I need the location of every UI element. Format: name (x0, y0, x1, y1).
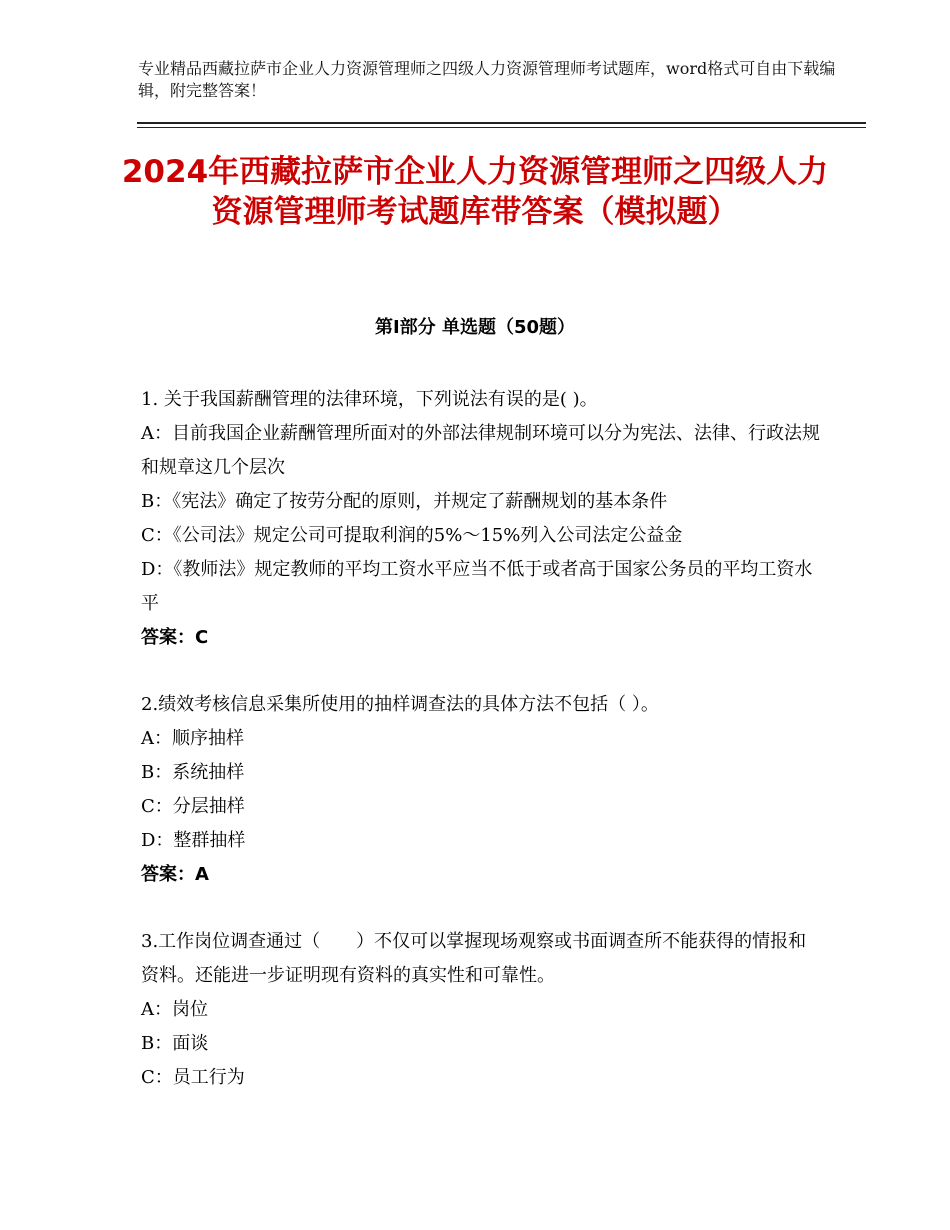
question-1-text: 1. 关于我国薪酬管理的法律环境，下列说法有误的是( )。 (141, 389, 598, 410)
question-1-option-d: D：《教师法》规定教师的平均工资水平应当不低于或者高于国家公务员的平均工资水平 (141, 559, 813, 614)
question-2-answer: 答案：A (141, 864, 209, 885)
question-3-option-c: C：员工行为 (141, 1067, 245, 1088)
question-1-option-a: A：目前我国企业薪酬管理所面对的外部法律规制环境可以分为宪法、法律、行政法规和规章这几个层次 (141, 423, 820, 478)
header-note: 专业精品西藏拉萨市企业人力资源管理师之四级人力资源管理师考试题库，word格式可自由下载编辑，附完整答案！ (138, 59, 836, 100)
question-2-option-d: D：整群抽样 (141, 830, 246, 851)
question-3 (141, 925, 821, 1095)
question-3-option-a: A：岗位 (141, 999, 208, 1020)
question-2-option-b: B：系统抽样 (141, 762, 245, 783)
question-3-text: 3.工作岗位调查通过（ ）不仅可以掌握现场观察或书面调查所不能获得的情报和资料。还能进一步证明现有资料的真实性和可靠性。 (141, 931, 807, 986)
question-2-option-c: C：分层抽样 (141, 796, 245, 817)
question-1 (141, 383, 821, 655)
question-1-answer: 答案：C (141, 627, 209, 648)
question-1-option-b: B：《宪法》确定了按劳分配的原则，并规定了薪酬规划的基本条件 (141, 491, 668, 512)
question-1-option-c: C：《公司法》规定公司可提取利润的5%～15%列入公司法定公益金 (141, 525, 683, 546)
section-heading: 第Ⅰ部分 单选题（50题） (374, 317, 575, 338)
header-divider-thin (137, 127, 866, 128)
document-title: 2024年西藏拉萨市企业人力资源管理师之四级人力资源管理师考试题库带答案（模拟题） (121, 154, 829, 230)
question-2 (141, 688, 821, 892)
question-3-option-b: B：面谈 (141, 1033, 209, 1054)
question-2-option-a: A：顺序抽样 (141, 728, 244, 749)
question-2-text: 2.绩效考核信息采集所使用的抽样调查法的具体方法不包括（ ）。 (141, 694, 659, 715)
header-divider-thick (137, 122, 866, 124)
question-list (141, 383, 821, 1128)
